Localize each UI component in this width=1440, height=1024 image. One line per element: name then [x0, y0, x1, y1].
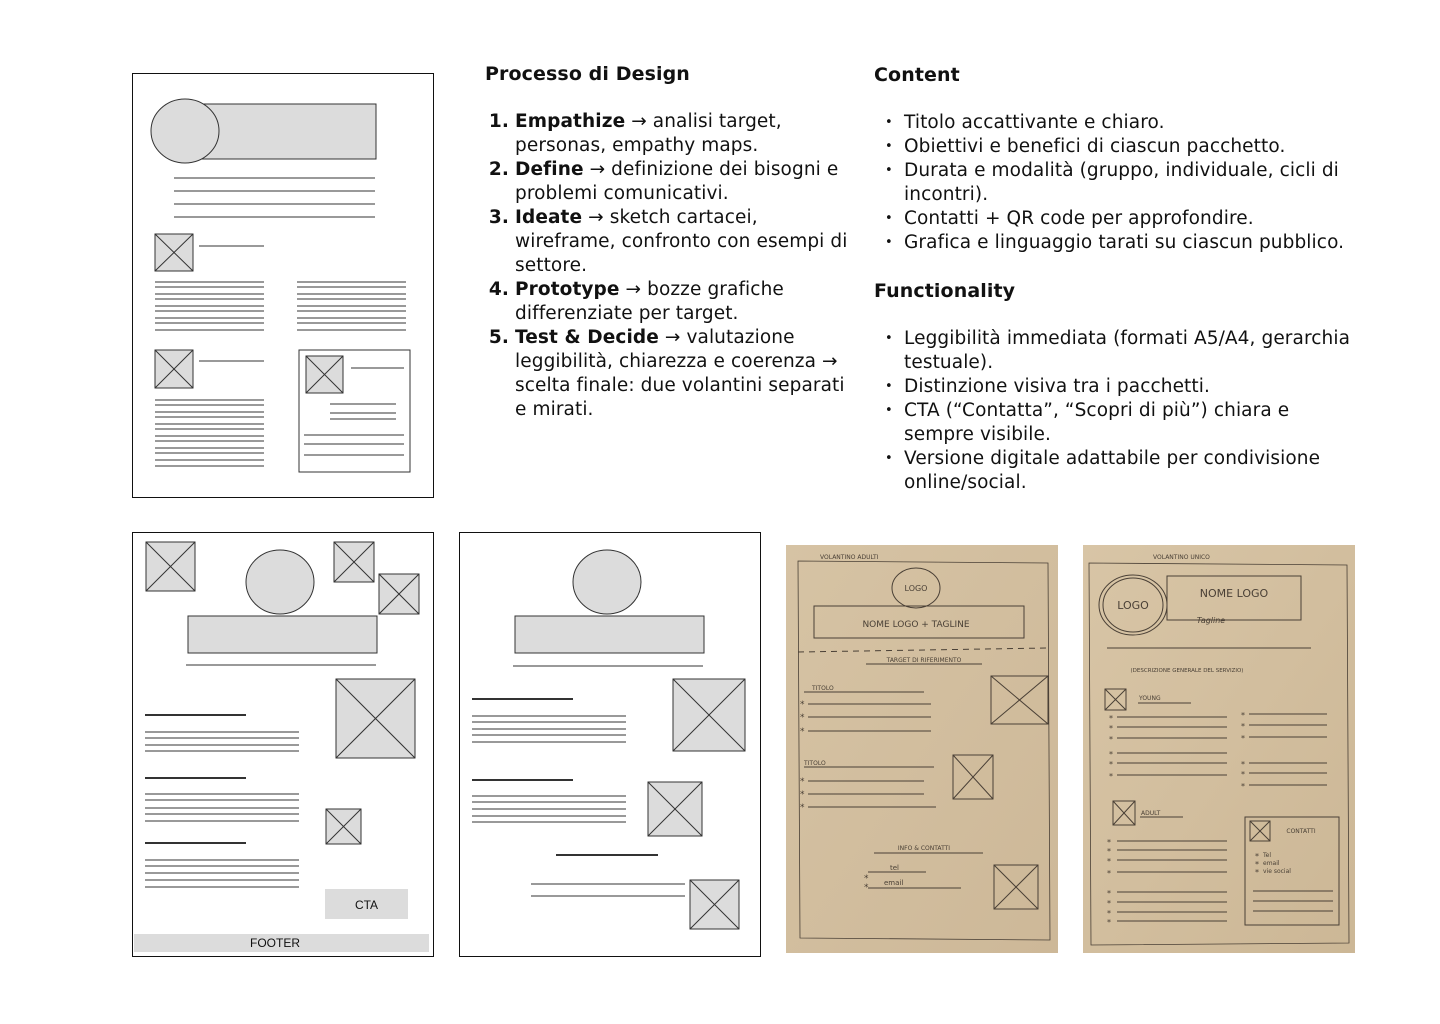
sketch-young: YOUNG — [1139, 695, 1161, 702]
sketch-email: email — [884, 879, 904, 887]
process-title: Processo di Design — [485, 63, 690, 85]
svg-text:*: * — [1109, 724, 1113, 733]
header-banner — [515, 616, 704, 653]
svg-text:*: * — [1255, 852, 1259, 861]
sketch-name-line: NOME LOGO + TAGLINE — [862, 620, 970, 630]
svg-text:*: * — [1107, 909, 1111, 918]
svg-text:*: * — [1109, 750, 1113, 759]
svg-text:*: * — [1241, 711, 1245, 720]
svg-text:*: * — [1241, 770, 1245, 779]
svg-text:*: * — [1107, 899, 1111, 908]
process-step: 2. Define → definizione dei bisogni e problemi comunicativi. — [488, 159, 839, 204]
process-steps — [485, 110, 860, 422]
svg-text:*: * — [800, 777, 805, 787]
list-item: • Leggibilità immediata (formati A5/A4, gerarchia testuale). — [874, 327, 1364, 375]
image-placeholder — [673, 679, 745, 751]
list-item: • Contatti + QR code per approfondire. — [874, 207, 1364, 231]
sketch-title: TITOLO — [812, 685, 834, 692]
list-item: • Grafica e linguaggio tarati su ciascun pubblico. — [874, 231, 1364, 255]
list-item: • Durata e modalità (gruppo, individuale, cicli di incontri). — [874, 159, 1364, 207]
svg-text:*: * — [1241, 722, 1245, 731]
sketch-adulti — [786, 545, 1058, 953]
sketch-logo: LOGO — [1117, 599, 1149, 612]
list-item: • Titolo accattivante e chiaro. — [874, 111, 1364, 135]
svg-text:*: * — [1107, 918, 1111, 927]
svg-text:*: * — [864, 874, 869, 884]
svg-text:*: * — [1255, 860, 1259, 869]
footer-label: FOOTER — [250, 936, 300, 950]
svg-text:*: * — [1109, 772, 1113, 781]
logo-circle — [573, 550, 641, 614]
list-item: • Obiettivi e benefici di ciascun pacchetto. — [874, 135, 1364, 159]
svg-text:*: * — [1107, 847, 1111, 856]
list-item: • Versione digitale adattabile per condivisione online/social. — [874, 447, 1364, 495]
sketch-tagline: Tagline — [1196, 616, 1226, 625]
svg-text:*: * — [864, 883, 869, 893]
cta-label: CTA — [354, 898, 379, 912]
functionality-list — [874, 327, 1364, 495]
process-step: 5. Test & Decide → valutazione leggibilità, chiarezza e coerenza → scelta finale: due volantini separati e mirati. — [488, 327, 845, 420]
sketch-contacts-line: Tel — [1263, 852, 1272, 859]
content-list — [874, 111, 1364, 255]
sketch-unico — [1083, 545, 1355, 953]
image-placeholder — [326, 809, 361, 844]
sketch-tel: tel — [890, 864, 899, 872]
svg-text:*: * — [800, 803, 805, 813]
sketch-target: TARGET DI RIFERIMENTO — [886, 657, 962, 664]
image-placeholder — [155, 350, 193, 388]
svg-text:*: * — [800, 727, 805, 737]
list-item: • CTA (“Contatta”, “Scopri di più”) chiara e sempre visibile. — [874, 399, 1364, 447]
svg-text:*: * — [800, 700, 805, 710]
process-step: 4. Prototype → bozze grafiche differenziate per target. — [488, 279, 784, 324]
sketch-adult: ADULT — [1141, 810, 1161, 817]
process-step: 1. Empathize → analisi target, personas, empathy maps. — [488, 111, 782, 156]
functionality-title: Functionality — [874, 280, 1016, 302]
image-placeholder — [690, 880, 739, 929]
sketch-contacts-title: CONTATTI — [1286, 828, 1316, 835]
svg-text:*: * — [800, 713, 805, 723]
svg-text:*: * — [1107, 857, 1111, 866]
list-item: • Distinzione visiva tra i pacchetti. — [874, 375, 1364, 399]
svg-text:*: * — [1107, 838, 1111, 847]
svg-text:*: * — [1107, 889, 1111, 898]
content-section — [874, 63, 1364, 495]
process-step: 3. Ideate → sketch cartacei, wireframe, confronto con esempi di settore. — [488, 207, 848, 276]
image-placeholder — [336, 679, 415, 758]
sketch-header: VOLANTINO UNICO — [1153, 554, 1210, 561]
image-placeholder — [648, 782, 702, 836]
sketch-name: NOME LOGO — [1199, 587, 1269, 600]
content-title: Content — [874, 64, 960, 86]
svg-text:*: * — [1255, 868, 1259, 877]
image-placeholder — [334, 542, 374, 582]
image-placeholder — [146, 542, 195, 591]
svg-text:*: * — [1241, 734, 1245, 743]
svg-text:*: * — [1107, 869, 1111, 878]
svg-text:*: * — [1241, 782, 1245, 791]
wireframe-c — [459, 532, 762, 958]
svg-text:*: * — [1109, 735, 1113, 744]
process-section — [485, 62, 860, 422]
svg-text:*: * — [1241, 760, 1245, 769]
sketch-contacts-line: vie social — [1263, 868, 1291, 875]
sketch-title: TITOLO — [804, 760, 826, 767]
logo-circle — [246, 550, 314, 614]
image-placeholder — [379, 574, 419, 614]
sketch-header: VOLANTINO ADULTI — [820, 554, 879, 561]
image-placeholder — [155, 234, 193, 271]
wireframe-b — [132, 532, 435, 958]
logo-circle — [151, 99, 219, 163]
sketch-contacts-line: email — [1263, 860, 1280, 867]
svg-text:*: * — [1109, 760, 1113, 769]
contact-box — [299, 350, 410, 472]
sketch-logo: LOGO — [904, 584, 928, 593]
svg-text:*: * — [1109, 714, 1113, 723]
sketch-description: (DESCRIZIONE GENERALE DEL SERVIZIO) — [1130, 668, 1244, 674]
wireframe-a — [132, 73, 435, 499]
header-banner — [188, 616, 377, 653]
sketch-contacts: INFO & CONTATTI — [897, 845, 951, 852]
svg-text:*: * — [800, 790, 805, 800]
